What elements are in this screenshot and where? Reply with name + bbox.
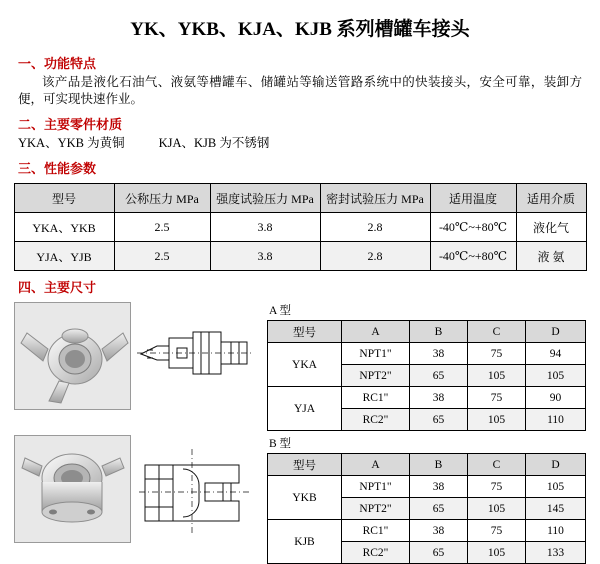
dim-cell: 75 bbox=[468, 343, 526, 365]
table-row bbox=[14, 242, 586, 271]
dim-model-cell: YKA bbox=[268, 343, 342, 387]
dim-cell: NPT1" bbox=[342, 476, 410, 498]
perf-cell: 液化气 bbox=[516, 213, 586, 242]
dim-model-cell: YJA bbox=[268, 387, 342, 431]
dim-cell: 38 bbox=[410, 343, 468, 365]
photo-coupling-b bbox=[14, 435, 131, 543]
section-heading-dimensions: 四、主要尺寸 bbox=[18, 280, 97, 295]
drawing-coupling-b bbox=[135, 435, 255, 541]
perf-cell: 2.8 bbox=[320, 242, 430, 271]
photo-coupling-a bbox=[14, 302, 131, 410]
dim-cell: 75 bbox=[468, 387, 526, 409]
perf-cell: YKA、YKB bbox=[14, 213, 114, 242]
dim-header-cell: D bbox=[526, 321, 586, 343]
table-header-row bbox=[268, 454, 586, 476]
dim-header-cell: 型号 bbox=[268, 454, 342, 476]
dim-header-cell: D bbox=[526, 454, 586, 476]
perf-header-cell: 密封试验压力 MPa bbox=[320, 184, 430, 213]
dim-model-cell: YKB bbox=[268, 476, 342, 520]
dim-cell: 75 bbox=[468, 520, 526, 542]
dim-cell: NPT2" bbox=[342, 365, 410, 387]
dim-cell: RC2" bbox=[342, 542, 410, 564]
dim-cell: 105 bbox=[468, 542, 526, 564]
perf-cell: -40℃~+80℃ bbox=[430, 213, 516, 242]
material-left-text: YKA、YKB 为黄铜 bbox=[18, 136, 125, 150]
section-heading-performance: 三、性能参数 bbox=[18, 161, 97, 176]
dim-cell: 90 bbox=[526, 387, 586, 409]
dim-header-cell: C bbox=[468, 454, 526, 476]
perf-cell: 3.8 bbox=[210, 242, 320, 271]
dim-header-cell: A bbox=[342, 321, 410, 343]
dim-cell: RC1" bbox=[342, 520, 410, 542]
dim-cell: RC1" bbox=[342, 387, 410, 409]
dim-cell: 65 bbox=[410, 542, 468, 564]
dim-cell: 94 bbox=[526, 343, 586, 365]
perf-header-cell: 适用温度 bbox=[430, 184, 516, 213]
dim-cell: 133 bbox=[526, 542, 586, 564]
perf-header-cell: 适用介质 bbox=[516, 184, 586, 213]
dimension-table-b-wrap bbox=[267, 435, 600, 564]
dim-cell: 105 bbox=[468, 409, 526, 431]
dim-model-cell: KJB bbox=[268, 520, 342, 564]
dimension-table-a-wrap bbox=[267, 302, 600, 431]
dim-header-cell: B bbox=[410, 454, 468, 476]
section-heading-features: 一、功能特点 bbox=[18, 56, 97, 71]
dim-cell: 105 bbox=[526, 365, 586, 387]
perf-header-cell: 型号 bbox=[14, 184, 114, 213]
dim-header-cell: B bbox=[410, 321, 468, 343]
dim-cell: RC2" bbox=[342, 409, 410, 431]
material-right-text: KJA、KJB 为不锈钢 bbox=[158, 136, 270, 150]
features-paragraph: 该产品是液化石油气、液氨等槽罐车、储罐站等输送管路系统中的快装接头，安全可靠，装卸方便，可实现快速作业。 bbox=[18, 75, 582, 106]
dimensions-section bbox=[0, 302, 600, 564]
dim-cell: 38 bbox=[410, 476, 468, 498]
dim-cell: 145 bbox=[526, 498, 586, 520]
material-line bbox=[18, 135, 600, 152]
drawing-coupling-a bbox=[135, 302, 255, 408]
perf-header-cell: 强度试验压力 MPa bbox=[210, 184, 320, 213]
table-row bbox=[268, 476, 586, 498]
performance-table bbox=[14, 183, 587, 271]
dim-cell: 105 bbox=[468, 365, 526, 387]
dim-header-cell: C bbox=[468, 321, 526, 343]
dimension-table-a-caption: A 型 bbox=[269, 305, 292, 317]
table-row bbox=[14, 213, 586, 242]
dim-cell: 105 bbox=[468, 498, 526, 520]
perf-cell: 2.8 bbox=[320, 213, 430, 242]
dim-header-cell: 型号 bbox=[268, 321, 342, 343]
dimension-table-a bbox=[267, 320, 586, 431]
perf-cell: 2.5 bbox=[114, 242, 210, 271]
perf-header-cell: 公称压力 MPa bbox=[114, 184, 210, 213]
dim-cell: 105 bbox=[526, 476, 586, 498]
page-title: YK、YKB、KJA、KJB 系列槽罐车接头 bbox=[130, 19, 470, 40]
perf-cell: 液 氨 bbox=[516, 242, 586, 271]
dim-cell: 38 bbox=[410, 520, 468, 542]
dimension-table-b bbox=[267, 453, 586, 564]
table-row bbox=[268, 520, 586, 542]
dim-cell: NPT1" bbox=[342, 343, 410, 365]
dim-cell: NPT2" bbox=[342, 498, 410, 520]
dim-cell: 65 bbox=[410, 409, 468, 431]
table-row bbox=[268, 343, 586, 365]
dim-cell: 38 bbox=[410, 387, 468, 409]
dim-cell: 75 bbox=[468, 476, 526, 498]
dimension-table-b-caption: B 型 bbox=[269, 438, 292, 450]
table-header-row bbox=[14, 184, 586, 213]
dim-cell: 110 bbox=[526, 520, 586, 542]
dim-cell: 65 bbox=[410, 365, 468, 387]
dim-header-cell: A bbox=[342, 454, 410, 476]
dim-cell: 110 bbox=[526, 409, 586, 431]
table-row bbox=[268, 387, 586, 409]
dim-cell: 65 bbox=[410, 498, 468, 520]
dimension-row-a bbox=[14, 302, 600, 431]
dimension-row-b bbox=[14, 435, 600, 564]
perf-cell: -40℃~+80℃ bbox=[430, 242, 516, 271]
table-header-row bbox=[268, 321, 586, 343]
perf-cell: 2.5 bbox=[114, 213, 210, 242]
perf-cell: 3.8 bbox=[210, 213, 320, 242]
perf-cell: YJA、YJB bbox=[14, 242, 114, 271]
section-heading-material: 二、主要零件材质 bbox=[18, 117, 123, 132]
